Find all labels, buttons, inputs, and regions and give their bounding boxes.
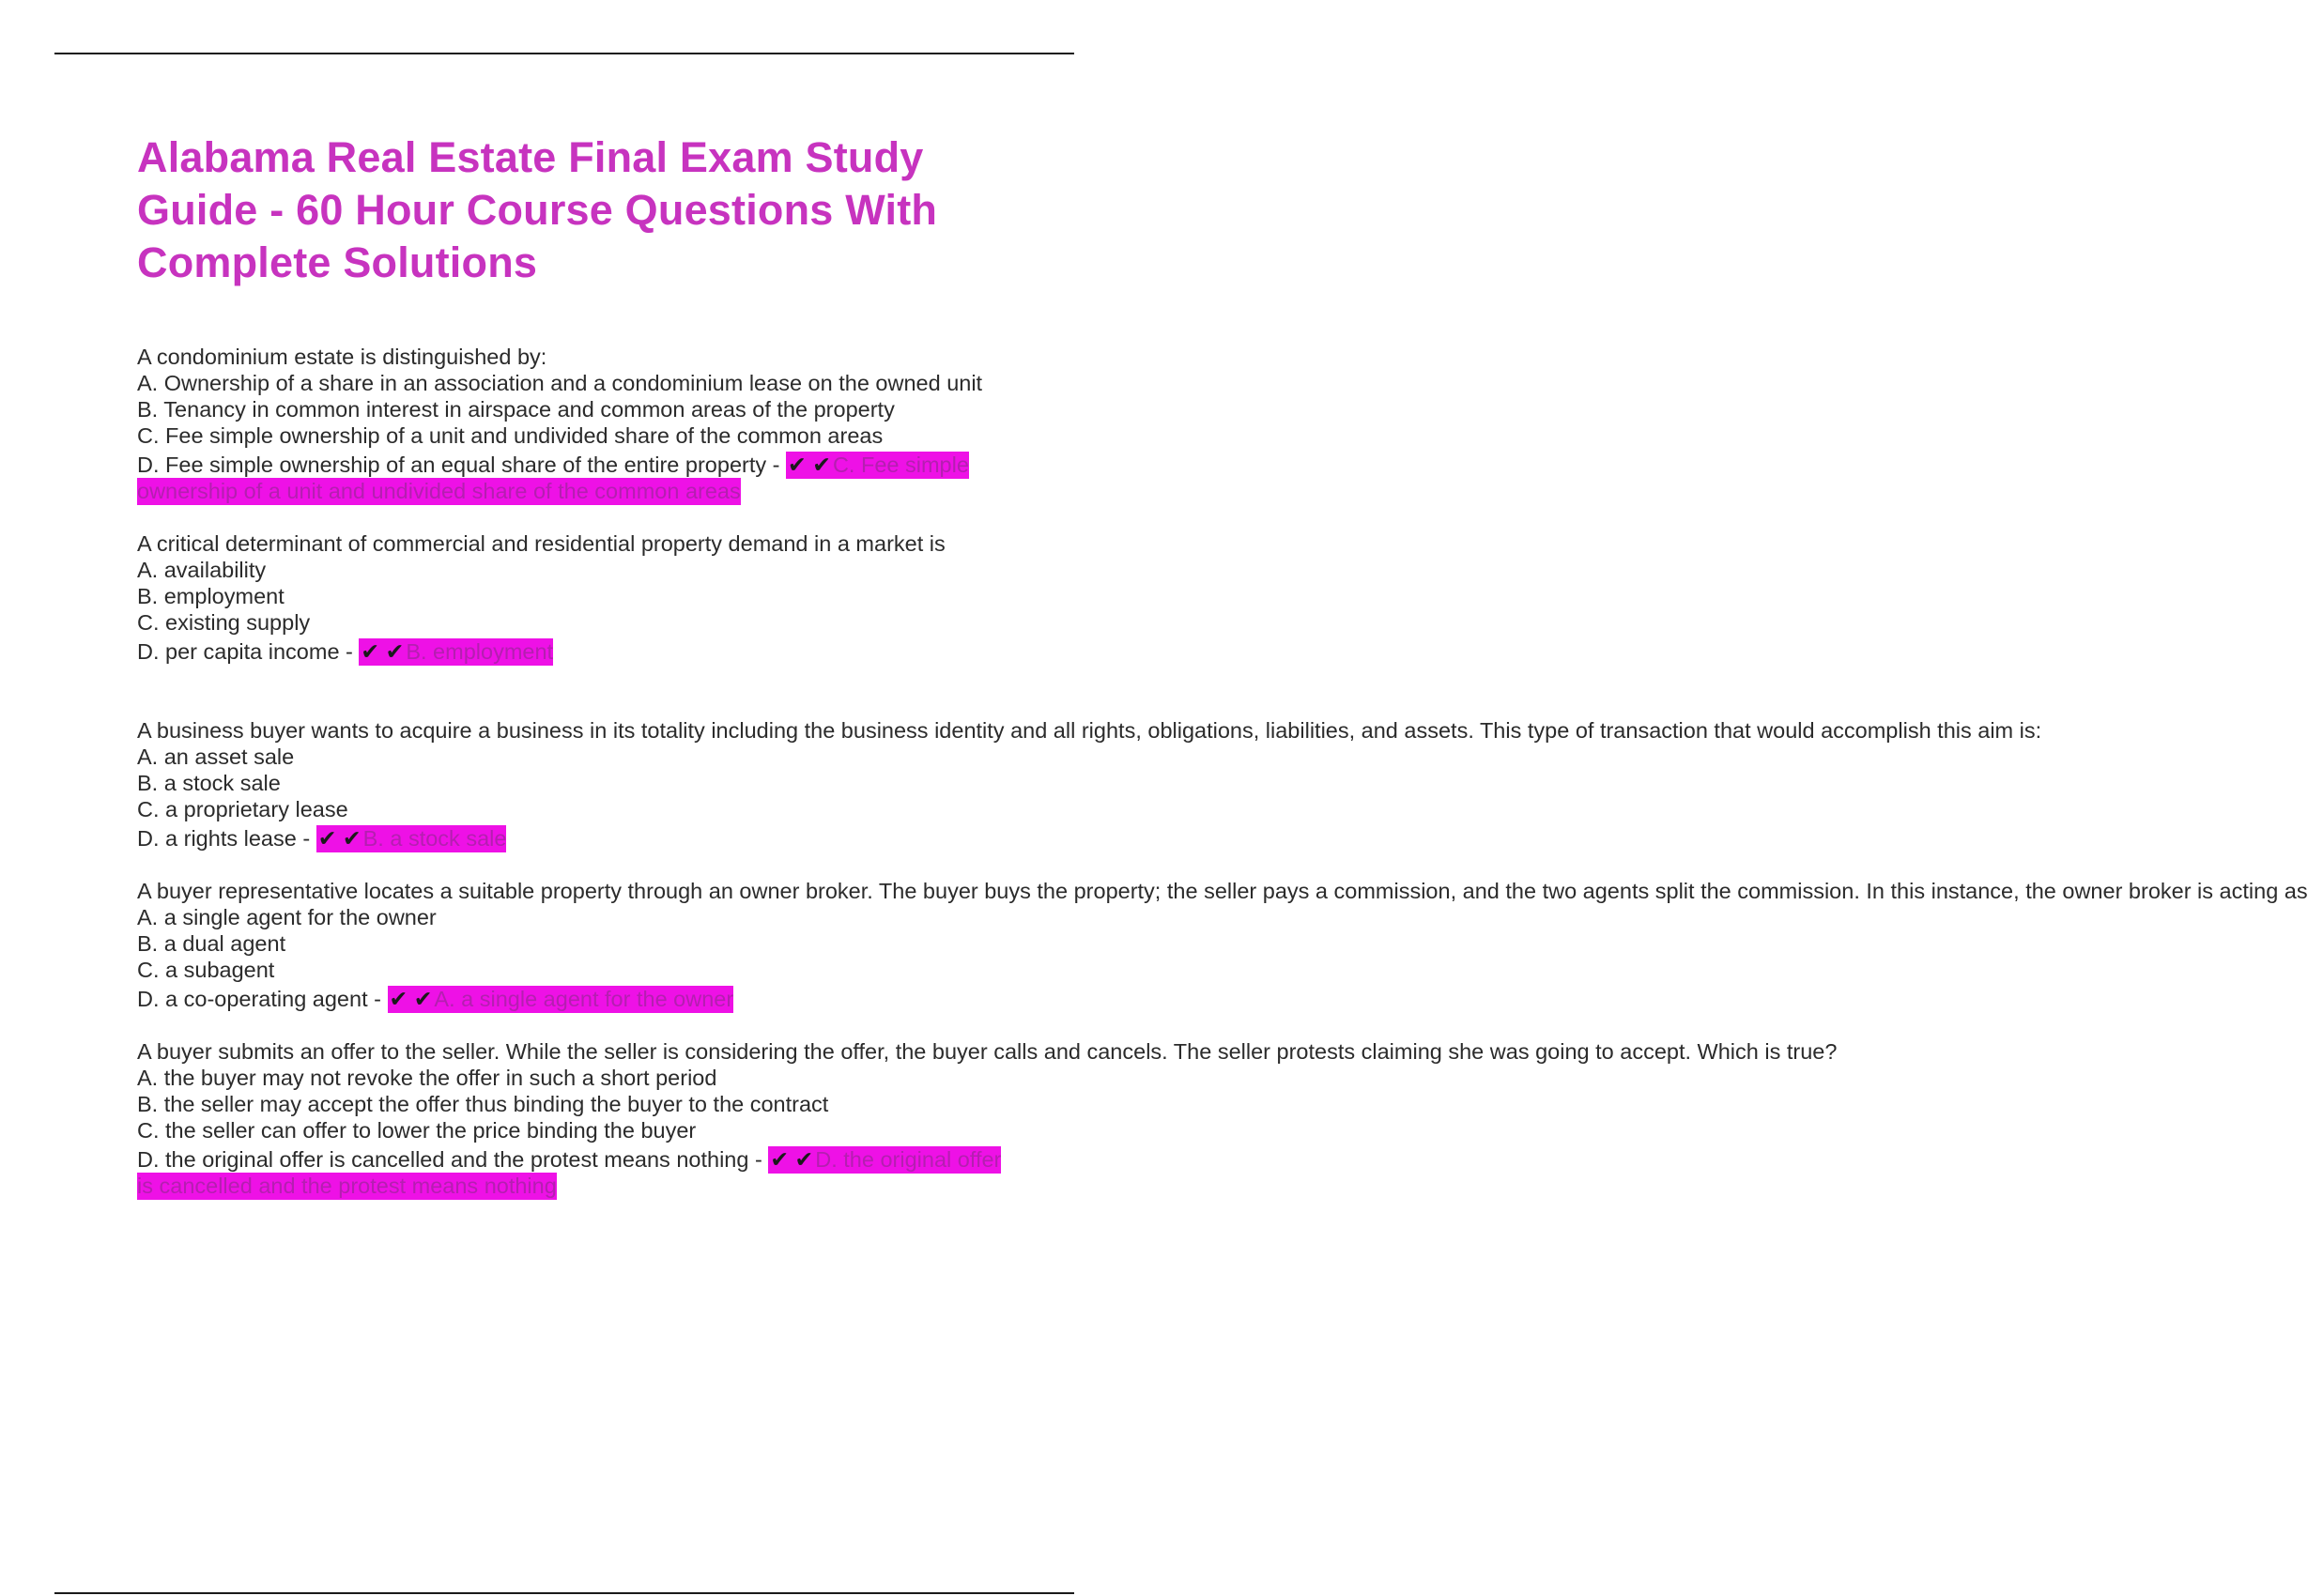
option-c: C. the seller can offer to lower the price binding the buyer: [137, 1118, 697, 1143]
option-d-with-answer: [137, 986, 1020, 1012]
question-stem: A condominium estate is distinguished by:: [137, 345, 547, 369]
question-4: [137, 878, 2308, 1012]
answer-text: B. employment: [406, 639, 554, 664]
answer-text: B. a stock sale: [362, 826, 507, 851]
option-b: B. a dual agent: [137, 931, 286, 956]
question-stem: A buyer submits an offer to the seller. While the seller is considering the offer, the buyer calls and cancels. The seller protests claiming she was going to accept. Which is true?: [137, 1039, 1838, 1064]
question-5: [137, 1038, 1838, 1199]
option-a: A. the buyer may not revoke the offer in such a short period: [137, 1066, 717, 1090]
option-c: C. existing supply: [137, 610, 311, 635]
option-c: C. a proprietary lease: [137, 797, 348, 821]
page-content: [137, 131, 2308, 1199]
answer-highlight: [388, 986, 734, 1013]
option-b: B. the seller may accept the offer thus binding the buyer to the contract: [137, 1092, 829, 1116]
option-d: D. Fee simple ownership of an equal share of the entire property -: [137, 453, 780, 477]
option-d-with-answer: [137, 1146, 1020, 1199]
question-3: [137, 717, 2042, 852]
question-1: [137, 344, 1020, 504]
answer-highlight: [316, 825, 507, 852]
option-d: D. a co-operating agent -: [137, 987, 381, 1011]
question-stem: A business buyer wants to acquire a business in its totality including the business identity and all rights, obligations, liabilities, and assets. This type of transaction that would accomplish this aim is:: [137, 718, 2042, 743]
double-check-icon: ✔ ✔: [770, 1147, 814, 1172]
double-check-icon: ✔ ✔: [317, 826, 362, 851]
option-a: A. a single agent for the owner: [137, 905, 437, 929]
option-a: A. availability: [137, 558, 267, 582]
answer-text: C. Fee simple ownership of a unit and undivided share of the common areas: [137, 453, 969, 503]
option-b: B. Tenancy in common interest in airspace and common areas of the property: [137, 397, 895, 422]
question-stem: A critical determinant of commercial and residential property demand in a market is: [137, 531, 946, 556]
answer-text: D. the original offer is cancelled and the protest means nothing: [137, 1147, 1002, 1198]
question-stem: A buyer representative locates a suitable property through an owner broker. The buyer buys the property; the seller pays a commission, and the two agents split the commission. In this instance, the owner broker is acting as: [137, 879, 2308, 903]
top-rule: [54, 53, 1074, 54]
option-b: B. employment: [137, 584, 285, 608]
double-check-icon: ✔ ✔: [389, 987, 433, 1011]
option-d-with-answer: [137, 825, 1020, 852]
option-d: D. a rights lease -: [137, 826, 311, 851]
double-check-icon: ✔ ✔: [788, 453, 831, 477]
option-d: D. per capita income -: [137, 639, 353, 664]
answer-highlight: [359, 638, 553, 666]
option-d: D. the original offer is cancelled and the protest means nothing -: [137, 1147, 762, 1172]
double-check-icon: ✔ ✔: [361, 639, 405, 664]
option-a: A. Ownership of a share in an association and a condominium lease on the owned unit: [137, 371, 983, 395]
bottom-rule: [54, 1592, 1074, 1594]
option-c: C. a subagent: [137, 958, 275, 982]
option-a: A. an asset sale: [137, 744, 295, 769]
option-d-with-answer: [137, 638, 1020, 665]
question-2: [137, 530, 1020, 665]
document-title: Alabama Real Estate Final Exam Study Guide - 60 Hour Course Questions With Complete Solutions: [137, 133, 938, 286]
option-c: C. Fee simple ownership of a unit and undivided share of the common areas: [137, 423, 884, 448]
question-list: [137, 344, 2308, 1199]
answer-text: A. a single agent for the owner: [434, 987, 734, 1011]
option-b: B. a stock sale: [137, 771, 281, 795]
option-d-with-answer: [137, 452, 1020, 504]
